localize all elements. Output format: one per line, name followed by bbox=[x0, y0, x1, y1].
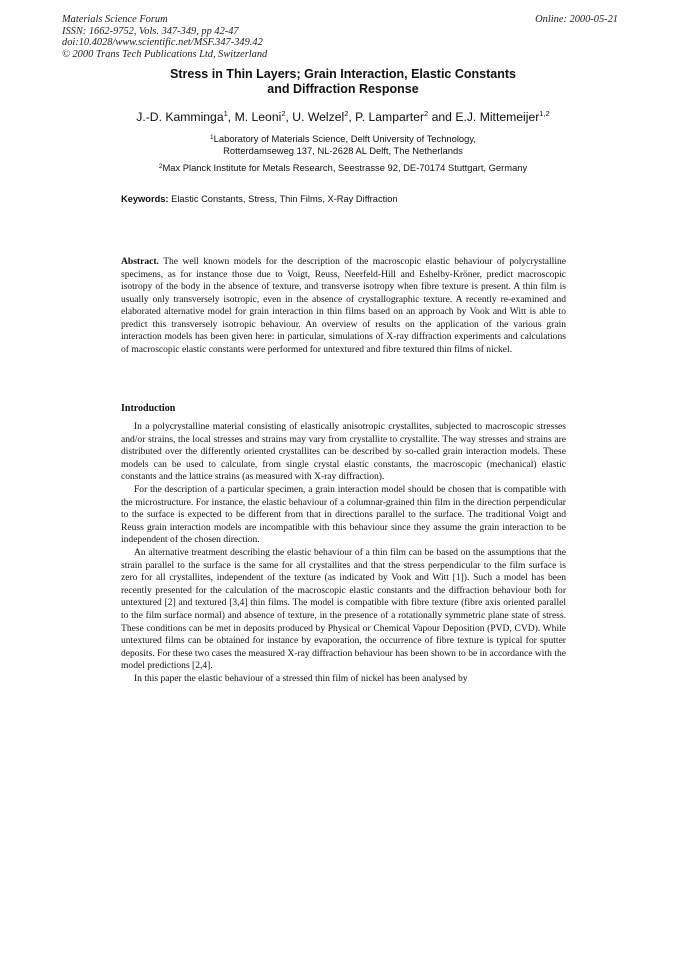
affiliation-mark: 2 bbox=[158, 163, 163, 170]
affiliation-2-line-1: Max Planck Institute for Metals Research, Seestrasse 92, DE-70174 Stuttgart, Germany bbox=[162, 162, 528, 173]
online-date: Online: 2000-05-21 bbox=[535, 14, 618, 25]
affiliation-mark: 1 bbox=[210, 134, 214, 141]
abstract bbox=[121, 256, 566, 356]
abstract-label: Abstract. bbox=[121, 256, 159, 267]
affiliation-1-line-2: Rotterdamseweg 137, NL-2628 AL Delft, The Netherlands bbox=[223, 145, 463, 157]
author-name: J.-D. Kamminga bbox=[136, 110, 224, 124]
journal-name: Materials Science Forum bbox=[62, 14, 168, 25]
title-line-1: Stress in Thin Layers; Grain Interaction, Elastic Constants bbox=[170, 67, 516, 81]
author-separator: and bbox=[428, 110, 456, 124]
abstract-text: The well known models for the description of the macroscopic elastic behaviour of polycrystalline specimens, as for instance those due to Voigt, Reuss, Neerfeld-Hill and Eshelby-Kröner, predict macroscopic isotropy of the body in the absence of texture, and transverse isotropy when fibre texture is present. A thin film is usually only transversely isotropic, even in the absence of crystallographic texture. A recently re-examined and elaborated alternative model for grain interaction in thin films based on an approach by Vook and Witt is able to predict this transversely isotropic behaviour. An overview of results on the application of the various grain interaction models has been given here: in particular, simulations of X-ray diffraction experiments and calculations of macroscopic elastic constants were performed for untextured and fibre textured thin films of nickel. bbox=[121, 256, 566, 355]
issn-line: ISSN: 1662-9752, Vols. 347-349, pp 42-47 bbox=[62, 25, 239, 37]
copyright-line: © 2000 Trans Tech Publications Ltd, Switzerland bbox=[62, 49, 268, 61]
author-name: P. Lamparter bbox=[355, 110, 425, 124]
author-separator: , bbox=[348, 110, 356, 124]
title-line-2: and Diffraction Response bbox=[267, 82, 419, 96]
affiliation-1-line-1: Laboratory of Materials Science, Delft University of Technology, bbox=[213, 133, 476, 144]
author-affiliation-mark: 2 bbox=[344, 109, 349, 118]
section-heading-introduction: Introduction bbox=[121, 403, 176, 414]
affiliation-2 bbox=[60, 162, 626, 174]
paragraph: In this paper the elastic behaviour of a stressed thin film of nickel has been analysed by bbox=[134, 672, 468, 684]
author-name: M. Leoni bbox=[234, 110, 282, 124]
author-name: U. Welzel bbox=[292, 110, 345, 124]
keywords bbox=[121, 194, 398, 204]
doi-line: doi:10.4028/www.scientific.net/MSF.347-349.42 bbox=[62, 37, 263, 49]
paragraph: In a polycrystalline material consisting of elastically anisotropic crystallites, subjected to macroscopic stresses and/or strains, the local stresses and strains may vary from crystallite to crystallite. The way stresses and strains are distributed over the differently oriented crystallites can be described by so-called grain interaction models. These models can be used to calculate, from single crystal elastic constants, the macroscopic (mechanical) elastic constants and the lattice strains (as measured with X-ray diffraction). bbox=[121, 421, 566, 483]
introduction-body bbox=[121, 421, 566, 685]
author-separator: , bbox=[285, 110, 293, 124]
paragraph: An alternative treatment describing the elastic behaviour of a thin film can be based on the assumptions that the strain parallel to the surface is the same for all crystallites and that the stress perpendicular to the film surface is zero for all crystallites, independent of the texture (as indicated by Vook and Witt [1]). Such a model has been recently presented for the calculation of the macroscopic elastic constants and the diffraction behaviour both for untextured [2] and textured [3,4] thin films. The model is compatible with fibre texture (fibre axis oriented parallel to the film surface normal) and absence of texture, in the presence of a rotationally symmetric plane state of stress. These conditions can be met in deposits produced by Physical or Chemical Vapour Deposition (PVD, CVD). While untextured films can be obtained for instance by evaporation, the occurrence of fibre texture is typical for sputter deposits. For these two cases the measured X-ray diffraction behaviour has been shown to be in accordance with the model predictions [2,4]. bbox=[121, 546, 566, 672]
keywords-text: Elastic Constants, Stress, Thin Films, X-Ray Diffraction bbox=[171, 194, 398, 204]
paper-title bbox=[60, 67, 626, 97]
affiliation-1 bbox=[60, 133, 626, 157]
author-affiliation-mark: 2 bbox=[424, 109, 429, 118]
keywords-label: Keywords: bbox=[121, 194, 169, 204]
author-affiliation-mark: 1,2 bbox=[539, 109, 550, 118]
author-separator: , bbox=[227, 110, 235, 124]
author-affiliation-mark: 2 bbox=[281, 109, 286, 118]
author-affiliation-mark: 1 bbox=[223, 109, 228, 118]
author-name: E.J. Mittemeijer bbox=[455, 110, 540, 124]
author-list bbox=[60, 110, 626, 124]
paragraph: For the description of a particular specimen, a grain interaction model should be chosen that is compatible with the microstructure. For instance, the elastic behaviour of a columnar-grained thin film in the direction perpendicular to the surface is expected to be different from that in directions parallel to the surface. The traditional Voigt and Reuss grain interaction models are incompatible with this behaviour since they assume the grain interaction to be independent of the chosen direction. bbox=[121, 483, 566, 546]
publication-info bbox=[62, 14, 267, 61]
